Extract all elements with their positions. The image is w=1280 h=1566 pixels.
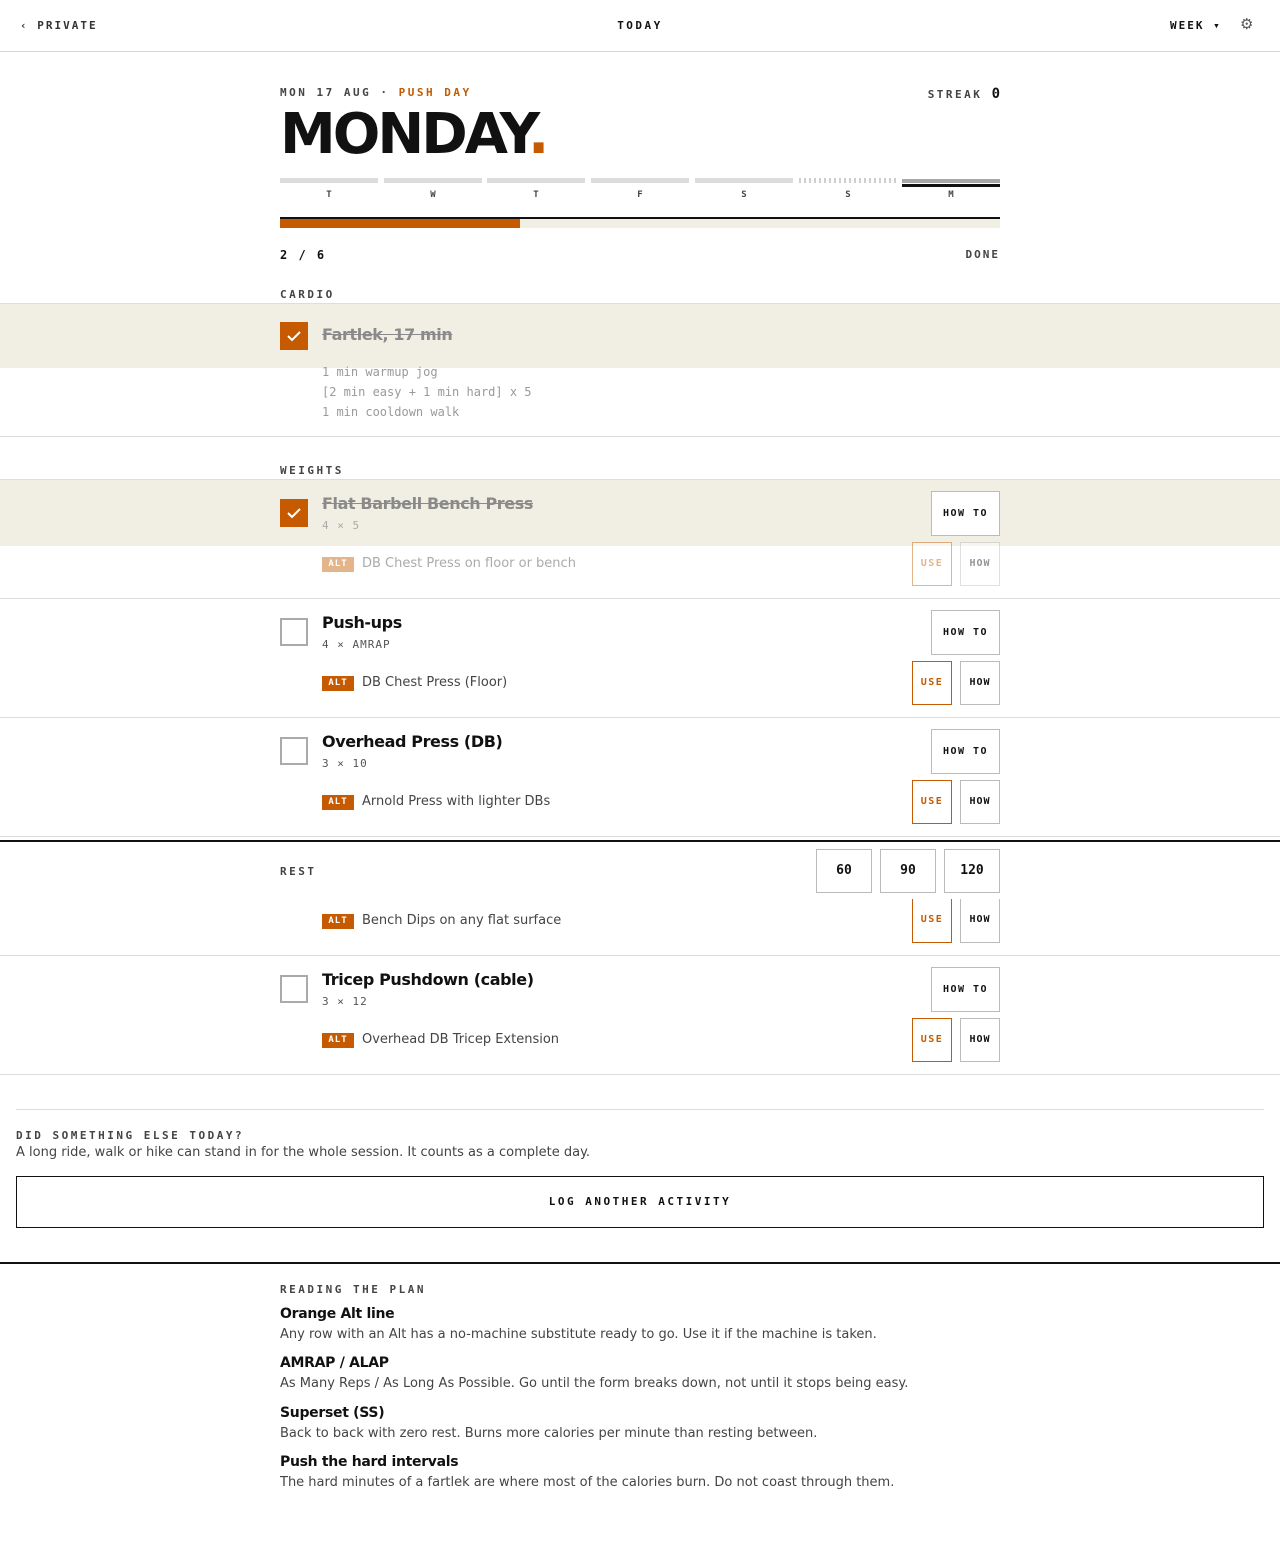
- alt-tag: ALT: [322, 914, 354, 929]
- week-day-label: S: [741, 190, 747, 200]
- gear-icon[interactable]: ⚙: [1240, 16, 1254, 33]
- how-to-button[interactable]: HOW TO: [931, 729, 1000, 774]
- week-day-label: T: [326, 190, 332, 200]
- date-separator: ·: [380, 86, 390, 99]
- rest-60-button[interactable]: 60: [816, 849, 872, 893]
- legend-body: The hard minutes of a fartlek are where most of the calories burn. Do not coast through them.: [280, 1475, 895, 1490]
- week-day-bar[interactable]: [280, 178, 378, 183]
- exercise-checkbox[interactable]: [280, 737, 308, 765]
- week-day-label: S: [845, 190, 851, 200]
- alt-how-button[interactable]: HOW: [960, 542, 1000, 586]
- week-day-bar[interactable]: [591, 178, 689, 183]
- divider: [0, 436, 1280, 437]
- use-alt-button[interactable]: USE: [912, 899, 952, 943]
- exercise-sets: 4 × 5: [322, 519, 361, 532]
- top-bar: [0, 0, 1280, 52]
- other-activity-text: A long ride, walk or hike can stand in for the whole session. It counts as a complete day.: [16, 1145, 591, 1160]
- streak-value: 0: [991, 86, 1000, 102]
- use-alt-button[interactable]: USE: [912, 661, 952, 705]
- page-title: TODAY: [617, 19, 663, 32]
- cardio-note: 1 min cooldown walk: [322, 405, 460, 419]
- week-dropdown[interactable]: WEEK ▾: [1170, 19, 1222, 32]
- how-to-button[interactable]: HOW TO: [931, 491, 1000, 536]
- week-day-label: W: [430, 190, 436, 200]
- how-to-button[interactable]: HOW TO: [931, 610, 1000, 655]
- legend-heading: Push the hard intervals: [280, 1454, 459, 1470]
- divider: [0, 717, 1280, 718]
- legend-body: Back to back with zero rest. Burns more calories per minute than resting between.: [280, 1426, 818, 1441]
- alt-row: [0, 542, 1280, 587]
- cardio-name: Fartlek, 17 min: [322, 325, 453, 344]
- date-text: MON 17 AUG: [280, 86, 372, 99]
- exercise-checkbox[interactable]: [280, 499, 308, 527]
- exercise-name: Push-ups: [322, 613, 402, 632]
- cardio-note: 1 min warmup jog: [322, 365, 438, 379]
- exercise-checkbox[interactable]: [280, 975, 308, 1003]
- section-cardio: CARDIO: [280, 288, 335, 301]
- alt-how-button[interactable]: HOW: [960, 899, 1000, 943]
- day-type: PUSH DAY: [398, 86, 472, 99]
- divider: [0, 1074, 1280, 1075]
- exercise-row-band: [0, 479, 1280, 546]
- alt-how-button[interactable]: HOW: [960, 780, 1000, 824]
- alt-tag: ALT: [322, 795, 354, 810]
- date-line: [280, 86, 472, 99]
- exercise-name: Tricep Pushdown (cable): [322, 970, 534, 989]
- use-alt-button[interactable]: USE: [912, 780, 952, 824]
- alt-text: DB Chest Press (Floor): [362, 675, 508, 690]
- progress-count: 2 / 6: [280, 248, 327, 262]
- alt-tag: ALT: [322, 1033, 354, 1048]
- alt-tag: ALT: [322, 676, 354, 691]
- back-link[interactable]: ‹ PRIVATE: [20, 19, 98, 32]
- week-day-bar[interactable]: [902, 179, 1000, 183]
- rest-120-button[interactable]: 120: [944, 849, 1000, 893]
- week-day-label: F: [637, 190, 643, 200]
- legend-heading: Superset (SS): [280, 1405, 385, 1421]
- legend-body: Any row with an Alt has a no-machine substitute ready to go. Use it if the machine is taken.: [280, 1327, 877, 1342]
- rest-label: REST: [280, 865, 317, 878]
- week-day-label: M: [948, 190, 954, 200]
- cardio-row-band: [0, 303, 1280, 368]
- week-day-bar[interactable]: [799, 178, 897, 183]
- legend-heading: Orange Alt line: [280, 1306, 395, 1322]
- exercise-sets: 3 × 12: [322, 995, 368, 1008]
- divider: [0, 955, 1280, 956]
- week-day-bar[interactable]: [384, 178, 482, 183]
- divider: [16, 1109, 1264, 1110]
- rest-divider: [0, 840, 1280, 842]
- week-day-label: T: [533, 190, 539, 200]
- cardio-checkbox[interactable]: [280, 322, 308, 350]
- exercise-name: Flat Barbell Bench Press: [322, 494, 533, 513]
- section-weights: WEIGHTS: [280, 464, 344, 477]
- alt-text: Bench Dips on any flat surface: [362, 913, 562, 928]
- progress-fill: [280, 219, 520, 228]
- exercise-sets: 3 × 10: [322, 757, 368, 770]
- alt-tag: ALT: [322, 557, 354, 572]
- use-alt-button[interactable]: USE: [912, 1018, 952, 1062]
- day-title: [280, 104, 546, 166]
- rest-90-button[interactable]: 90: [880, 849, 936, 893]
- week-day-bar[interactable]: [487, 178, 585, 183]
- divider: [0, 598, 1280, 599]
- legend-heading: AMRAP / ALAP: [280, 1355, 389, 1371]
- other-activity-heading: DID SOMETHING ELSE TODAY?: [16, 1129, 245, 1142]
- title-dot: .: [527, 102, 547, 167]
- log-another-activity-button[interactable]: LOG ANOTHER ACTIVITY: [16, 1176, 1264, 1228]
- progress-done-label: DONE: [965, 248, 1000, 261]
- alt-text: DB Chest Press on floor or bench: [362, 556, 576, 571]
- cardio-note: [2 min easy + 1 min hard] x 5: [322, 385, 532, 399]
- alt-text: Overhead DB Tricep Extension: [362, 1032, 560, 1047]
- exercise-name: Overhead Press (DB): [322, 732, 503, 751]
- week-day-bar[interactable]: [695, 178, 793, 183]
- legend-body: As Many Reps / As Long As Possible. Go until the form breaks down, not until it stops being easy.: [280, 1376, 909, 1391]
- streak-label: STREAK: [927, 88, 983, 101]
- alt-how-button[interactable]: HOW: [960, 1018, 1000, 1062]
- legend-title: READING THE PLAN: [280, 1283, 426, 1296]
- day-title-text: MONDAY: [280, 102, 528, 167]
- exercise-sets: 4 × AMRAP: [322, 638, 391, 651]
- alt-text: Arnold Press with lighter DBs: [362, 794, 551, 809]
- streak: [880, 86, 1000, 102]
- exercise-checkbox[interactable]: [280, 618, 308, 646]
- alt-how-button[interactable]: HOW: [960, 661, 1000, 705]
- legend-divider: [0, 1262, 1280, 1264]
- how-to-button[interactable]: HOW TO: [931, 967, 1000, 1012]
- use-alt-button[interactable]: USE: [912, 542, 952, 586]
- divider: [0, 836, 1280, 837]
